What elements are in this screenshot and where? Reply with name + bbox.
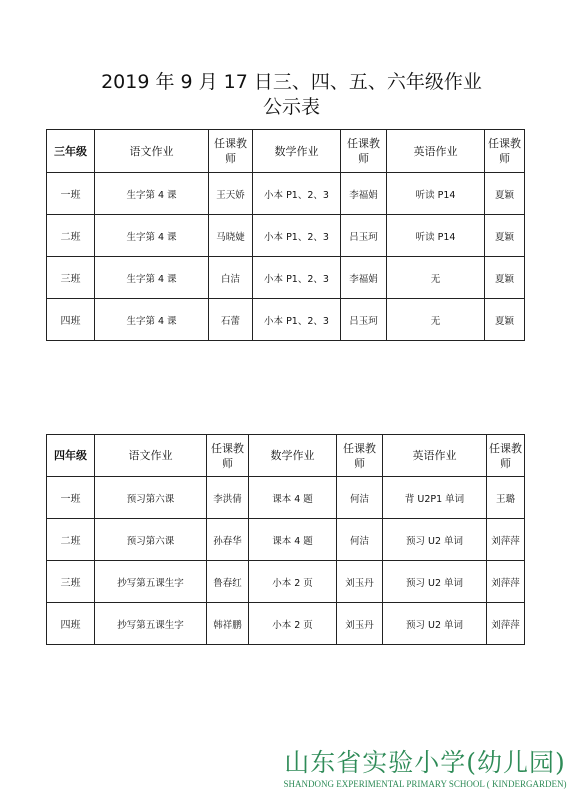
column-header-chinese-homework: 语文作业 xyxy=(95,130,209,173)
english-teacher-cell: 刘萍萍 xyxy=(487,519,525,561)
math-homework-cell: 课本 4 题 xyxy=(249,519,337,561)
english-homework-cell: 预习 U2 单词 xyxy=(383,603,487,645)
chinese-teacher-cell: 韩祥鹏 xyxy=(207,603,249,645)
math-homework-cell: 小本 P1、2、3 xyxy=(253,173,341,215)
english-teacher-cell: 夏颖 xyxy=(485,257,525,299)
table-row xyxy=(47,173,525,215)
column-header-math-homework: 数学作业 xyxy=(249,435,337,477)
chinese-teacher-cell: 李洪倩 xyxy=(207,477,249,519)
grade3-homework-table xyxy=(46,129,525,341)
english-homework-cell: 听读 P14 xyxy=(387,173,485,215)
column-header-english-teacher: 任课教师 xyxy=(487,435,525,477)
class-name: 三班 xyxy=(47,257,95,299)
english-homework-cell: 预习 U2 单词 xyxy=(383,561,487,603)
math-homework-cell: 小本 P1、2、3 xyxy=(253,257,341,299)
school-logo-footer xyxy=(272,748,578,790)
math-homework-cell: 小本 P1、2、3 xyxy=(253,299,341,341)
math-teacher-cell: 何洁 xyxy=(337,477,383,519)
chinese-homework-cell: 生字第 4 课 xyxy=(95,299,209,341)
table-header-row xyxy=(47,130,525,173)
english-teacher-cell: 夏颖 xyxy=(485,215,525,257)
math-teacher-cell: 何洁 xyxy=(337,519,383,561)
math-teacher-cell: 刘玉丹 xyxy=(337,561,383,603)
table-row xyxy=(47,257,525,299)
table-row xyxy=(47,215,525,257)
class-name: 一班 xyxy=(47,173,95,215)
table-row xyxy=(47,561,525,603)
grade4-homework-table xyxy=(46,434,525,645)
column-header-english-homework: 英语作业 xyxy=(387,130,485,173)
math-teacher-cell: 吕玉珂 xyxy=(341,215,387,257)
table-row xyxy=(47,603,525,645)
table-row xyxy=(47,519,525,561)
school-name-chinese: 山东省实验小学(幼儿园) xyxy=(284,748,566,777)
chinese-homework-cell: 生字第 4 课 xyxy=(95,173,209,215)
english-teacher-cell: 夏颖 xyxy=(485,173,525,215)
table-row xyxy=(47,477,525,519)
math-homework-cell: 小本 2 页 xyxy=(249,561,337,603)
math-homework-cell: 小本 2 页 xyxy=(249,603,337,645)
math-teacher-cell: 吕玉珂 xyxy=(341,299,387,341)
math-homework-cell: 小本 P1、2、3 xyxy=(253,215,341,257)
column-header-math-homework: 数学作业 xyxy=(253,130,341,173)
english-homework-cell: 听读 P14 xyxy=(387,215,485,257)
column-header-chinese-teacher: 任课教师 xyxy=(207,435,249,477)
chinese-homework-cell: 预习第六课 xyxy=(95,519,207,561)
english-teacher-cell: 王璐 xyxy=(487,477,525,519)
english-homework-cell: 预习 U2 单词 xyxy=(383,519,487,561)
column-header-math-teacher: 任课教师 xyxy=(341,130,387,173)
english-teacher-cell: 刘萍萍 xyxy=(487,561,525,603)
class-name: 三班 xyxy=(47,561,95,603)
math-teacher-cell: 刘玉丹 xyxy=(337,603,383,645)
chinese-homework-cell: 预习第六课 xyxy=(95,477,207,519)
class-name: 一班 xyxy=(47,477,95,519)
chinese-teacher-cell: 马晓婕 xyxy=(209,215,253,257)
class-name: 四班 xyxy=(47,299,95,341)
chinese-teacher-cell: 王天娇 xyxy=(209,173,253,215)
table-row xyxy=(47,299,525,341)
class-name: 四班 xyxy=(47,603,95,645)
english-teacher-cell: 夏颖 xyxy=(485,299,525,341)
grade-label: 三年级 xyxy=(47,130,95,173)
chinese-teacher-cell: 石蕾 xyxy=(209,299,253,341)
chinese-teacher-cell: 白洁 xyxy=(209,257,253,299)
table-header-row xyxy=(47,435,525,477)
chinese-teacher-cell: 孙春华 xyxy=(207,519,249,561)
class-name: 二班 xyxy=(47,519,95,561)
math-teacher-cell: 李福娟 xyxy=(341,257,387,299)
chinese-homework-cell: 生字第 4 课 xyxy=(95,215,209,257)
column-header-chinese-teacher: 任课教师 xyxy=(209,130,253,173)
grade-label: 四年级 xyxy=(47,435,95,477)
math-teacher-cell: 李福娟 xyxy=(341,173,387,215)
column-header-english-homework: 英语作业 xyxy=(383,435,487,477)
column-header-english-teacher: 任课教师 xyxy=(485,130,525,173)
english-homework-cell: 背 U2P1 单词 xyxy=(383,477,487,519)
title-line-1: 2019 年 9 月 17 日三、四、五、六年级作业 xyxy=(101,71,482,93)
page-title xyxy=(0,70,583,120)
column-header-chinese-homework: 语文作业 xyxy=(95,435,207,477)
column-header-math-teacher: 任课教师 xyxy=(337,435,383,477)
english-teacher-cell: 刘萍萍 xyxy=(487,603,525,645)
math-homework-cell: 课本 4 题 xyxy=(249,477,337,519)
chinese-teacher-cell: 鲁春红 xyxy=(207,561,249,603)
school-name-english: SHANDONG EXPERIMENTAL PRIMARY SCHOOL ( KINDERGARDEN) xyxy=(283,779,567,789)
title-line-2: 公示表 xyxy=(262,96,320,118)
chinese-homework-cell: 抄写第五课生字 xyxy=(95,603,207,645)
chinese-homework-cell: 生字第 4 课 xyxy=(95,257,209,299)
class-name: 二班 xyxy=(47,215,95,257)
english-homework-cell: 无 xyxy=(387,257,485,299)
english-homework-cell: 无 xyxy=(387,299,485,341)
chinese-homework-cell: 抄写第五课生字 xyxy=(95,561,207,603)
